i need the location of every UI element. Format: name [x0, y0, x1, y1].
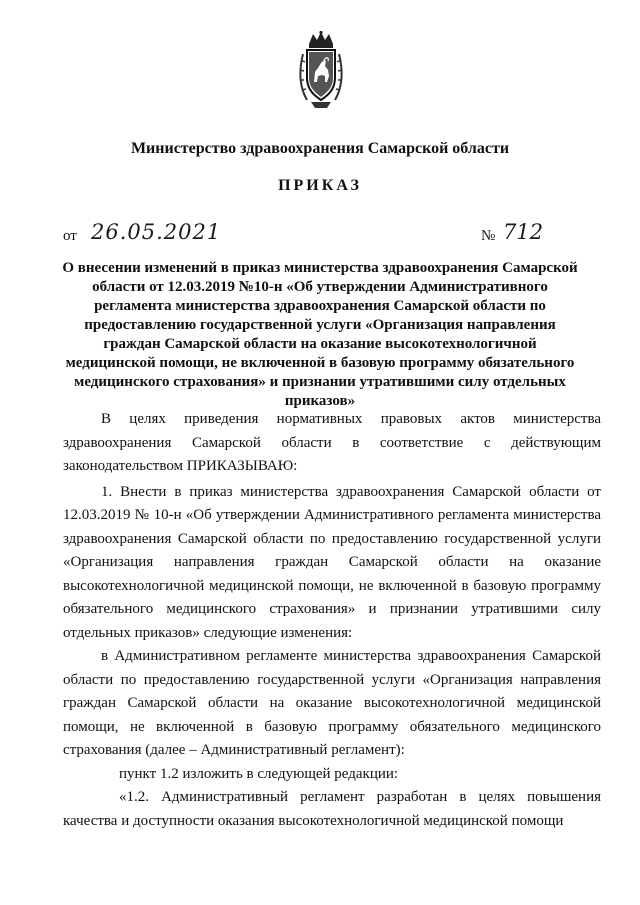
body-paragraph: в Административном регламенте министерства здравоохранения Самарской области по предоставлению государственной услуги «Организация направления граждан Самарской области на оказание высокотехнологичной медицинской помощи, не включенной в базовую программу обязательного медицинского страхования (далее – Административный регламент):: [63, 648, 601, 758]
number-label: №: [481, 228, 496, 244]
coat-of-arms-emblem: [297, 30, 345, 110]
date-number-row: [63, 220, 573, 250]
order-body: [63, 408, 601, 833]
handwritten-number: 712: [503, 220, 544, 244]
body-paragraph: «1.2. Административный регламент разработан в целях повышения качества и доступности оказания высокотехнологичной медицинской помощи: [63, 789, 601, 829]
handwritten-date: 26.05.2021: [91, 220, 222, 244]
order-heading: О внесении изменений в приказ министерства здравоохранения Самарской области от 12.03.2019 №10-н «Об утверждении Административного регламента министерства здравоохранения Самарской области по предоставлению государственной услуги «Организация направления граждан Самарской области на оказание высокотехнологичной медицинской помощи, не включенной в базовую программу обязательного медицинского страхования» и признании утратившими силу отдельных приказов»: [62, 260, 578, 409]
body-paragraph: 1. Внести в приказ министерства здравоохранения Самарской области от 12.03.2019 № 10-н «Об утверждении Административного регламента министерства здравоохранения Самарской области по предоставлению государственной услуги «Организация направления граждан Самарской области на оказание высокотехнологичной медицинской помощи, не включенной в базовую программу обязательного медицинского страхования» и признании утратившими силу отдельных приказов» следующие изменения:: [63, 483, 601, 641]
body-paragraph: пункт 1.2 изложить в следующей редакции:: [119, 765, 399, 782]
from-label: от: [63, 228, 77, 244]
document-type-title: ПРИКАЗ: [278, 177, 362, 194]
body-paragraph: В целях приведения нормативных правовых актов министерства здравоохранения Самарской области в соответствие с действующим законодательством ПРИКАЗЫВАЮ:: [63, 411, 601, 474]
ministry-name: Министерство здравоохранения Самарской области: [130, 140, 510, 157]
